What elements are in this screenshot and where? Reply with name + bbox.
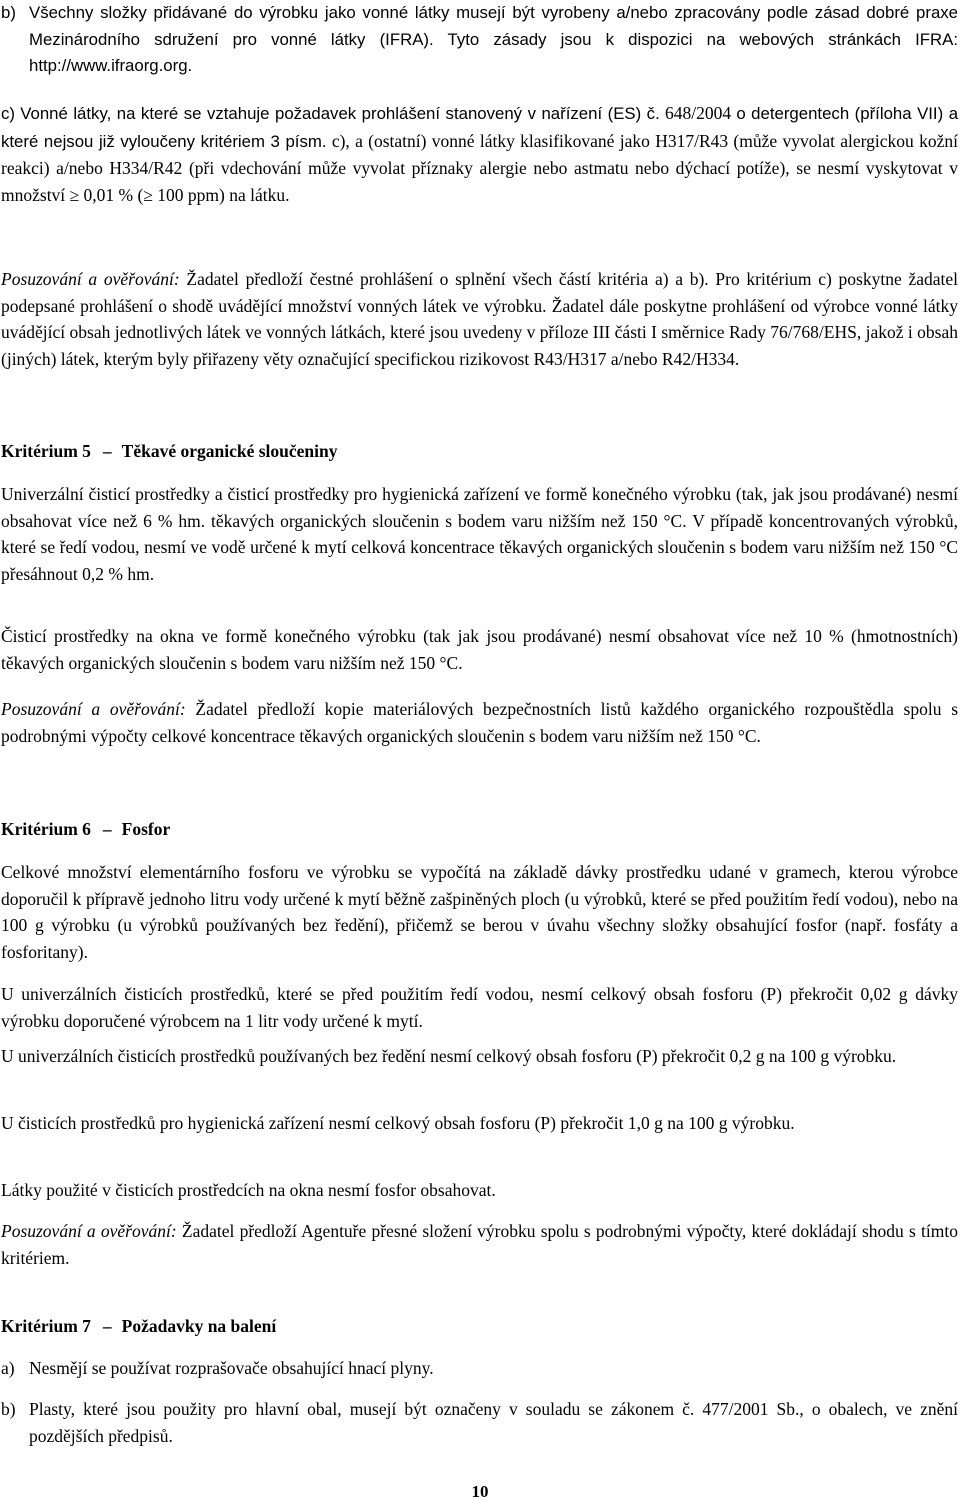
list-text: Nesmějí se používat rozprašovače obsahující hnací plyny. — [29, 1358, 434, 1378]
criterion-5-paragraph-2: Čisticí prostředky na okna ve formě konečného výrobku (tak jak jsou prodávané) nesmí obsahovat více než 10 % (hmotnostních) těkavých organických sloučenin s bodem varu nižším než 150 °C. — [1, 626, 958, 673]
assessment-text: Žadatel předloží kopie materiálových bezpečnostních listů každého organického rozpouštědla spolu s podrobnými výpočty celkové koncentrace těkavých organických sloučenin s bodem varu nižším než 150 °C. — [1, 699, 959, 746]
list-text-rest: c), a (ostatní) vonné látky klasifikované jako H317/R43 (může vyvolat alergickou kožní reakci) a/nebo H334/R42 (při vdechování může vyvolat příznaky alergie nebo astmatu nebo dýchací potíže), se nesmí vyskytovat v množství ≥ 0,01 % (≥ 100 ppm) na látku. — [1, 130, 958, 205]
assessment-label: Posuzování a ověřování: — [1, 269, 180, 289]
criterion-6-paragraph-3: U univerzálních čisticích prostředků používaných bez ředění nesmí celkový obsah fosforu (P) překročit 0,2 g na 100 g výrobku. — [1, 1046, 897, 1066]
criterion-number: Kritérium 7 — [1, 1316, 91, 1336]
criterion-dash: – — [102, 819, 112, 839]
criterion-6-paragraph-4: U čisticích prostředků pro hygienická zařízení nesmí celkový obsah fosforu (P) překročit 1,0 g na 100 g výrobku. — [1, 1113, 795, 1133]
criterion-title: Požadavky na balení — [121, 1316, 277, 1336]
list-item — [1, 1355, 958, 1382]
list-text-sans-2: o detergentech (příloha VII) a které nejsou již vyloučeny kritériem 3 písm. — [1, 104, 959, 151]
list-marker: b) — [1, 3, 16, 22]
page-number: 10 — [471, 1482, 489, 1501]
criterion-6-paragraph-2: U univerzálních čisticích prostředků, které se před použitím ředí vodou, nesmí celkový obsah fosforu (P) překročit 0,02 g dávky výrobku doporučené výrobcem na 1 litr vody určené k mytí. — [1, 984, 958, 1031]
criterion-5-heading — [1, 438, 338, 464]
assessment-text: Žadatel předloží Agentuře přesné složení výrobku spolu s podrobnými výpočty, které dokládají shodu s tímto kritériem. — [1, 1221, 958, 1268]
regulation-number: 648/2004 — [664, 103, 732, 123]
criterion-title: Těkavé organické sloučeniny — [121, 441, 338, 461]
list-text: Plasty, které jsou použity pro hlavní obal, musejí být označeny v souladu se zákonem č. 477/2001 Sb., o obalech, ve znění pozdějších předpisů. — [29, 1399, 958, 1446]
assessment-text: Žadatel předloží čestné prohlášení o splnění všech částí kritéria a) a b). Pro kritérium c) poskytne žadatel podepsané prohlášení o shodě uvádějící množství vonných látek ve výrobku. Žadatel dále poskytne prohlášení od výrobce vonné látky uvádějící obsah jednotlivých látek ve vonných látkách, které jsou uvedeny v příloze III části I směrnice Rady 76/768/EHS, jakož i obsah (jiných) látek, kterým byly přiřazeny věty označující specifickou rizikovost R43/H317 a/nebo R42/H334. — [1, 269, 958, 369]
criterion-dash: – — [102, 441, 112, 461]
criterion-title: Fosfor — [121, 819, 171, 839]
criterion-number: Kritérium 6 — [1, 819, 91, 839]
criterion-dash: – — [102, 1316, 112, 1336]
criterion-6-paragraph-5: Látky použité v čisticích prostředcích na okna nesmí fosfor obsahovat. — [1, 1180, 496, 1200]
assessment-label: Posuzování a ověřování: — [1, 699, 186, 719]
list-item-b-ifra — [1, 0, 958, 80]
assessment-paragraph — [1, 1218, 958, 1271]
criterion-5-paragraph-1: Univerzální čisticí prostředky a čisticí prostředky pro hygienická zařízení ve formě konečného výrobku (tak, jak jsou prodávané) nesmí obsahovat více než 6 % hm. těkavých organických sloučenin s bodem varu nižším než 150 °C. V případě koncentrovaných výrobků, které se ředí vodou, nesmí ve vodě určené k mytí celková koncentrace těkavých organických sloučenin s bodem varu nižším než 150 °C přesáhnout 0,2 % hm. — [1, 484, 958, 584]
criterion-7-heading — [1, 1313, 276, 1339]
criterion-6-heading — [1, 816, 170, 842]
assessment-paragraph — [1, 696, 958, 749]
list-item-c-fragrances — [1, 100, 958, 208]
list-item — [1, 1396, 958, 1449]
list-marker: c) — [1, 104, 15, 123]
criterion-number: Kritérium 5 — [1, 441, 91, 461]
assessment-label: Posuzování a ověřování: — [1, 1221, 177, 1241]
assessment-paragraph — [1, 266, 958, 372]
list-marker: a) — [1, 1358, 15, 1378]
list-text-sans: Vonné látky, na které se vztahuje požadavek prohlášení stanovený v nařízení (ES) č. — [20, 104, 660, 123]
list-marker: b) — [1, 1399, 16, 1419]
criterion-6-paragraph-1: Celkové množství elementárního fosforu ve výrobku se vypočítá na základě dávky prostředku udané v gramech, kterou výrobce doporučil k přípravě jednoho litru vody určené k mytí běžně zašpiněných ploch (u výrobků, které se před použitím ředí vodou), nebo na 100 g výrobku (u výrobků používaných bez ředění), přičemž se berou v úvahu všechny složky obsahující fosfor (např. fosfáty a fosforitany). — [1, 862, 958, 962]
list-text: Všechny složky přidávané do výrobku jako vonné látky musejí být vyrobeny a/nebo zpracovány podle zásad dobré praxe Mezinárodního sdružení pro vonné látky (IFRA). Tyto zásady jsou k dispozici na webových stránkách IFRA: http://www.ifraorg.org. — [29, 3, 958, 75]
